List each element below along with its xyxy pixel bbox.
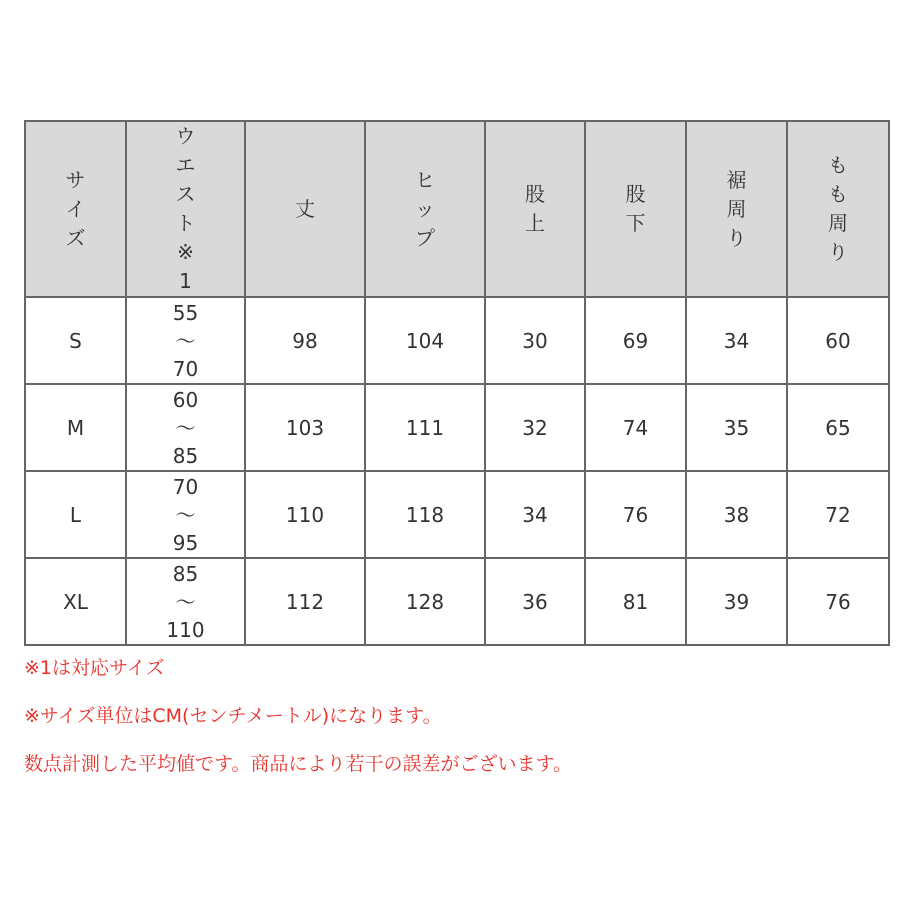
header-thigh-width: もも周り: [787, 121, 889, 297]
length-cell: 110: [245, 471, 365, 558]
note-unit: ※サイズ単位はCM(センチメートル)になります。: [24, 705, 442, 727]
table-row: [25, 471, 889, 558]
hem-width-cell: 35: [686, 384, 787, 471]
rise-cell: 30: [485, 297, 585, 384]
rise-cell: 34: [485, 471, 585, 558]
header-inseam: 股下: [585, 121, 686, 297]
header-rise: 股上: [485, 121, 585, 297]
waist-cell: 60 〜 85: [126, 384, 245, 471]
note-waist-footnote: ※1は対応サイズ: [24, 657, 165, 679]
inseam-cell: 69: [585, 297, 686, 384]
header-hem-width: 裾周り: [686, 121, 787, 297]
length-cell: 103: [245, 384, 365, 471]
length-cell: 98: [245, 297, 365, 384]
table-row: [25, 558, 889, 645]
length-cell: 112: [245, 558, 365, 645]
thigh-width-cell: 65: [787, 384, 889, 471]
rise-cell: 36: [485, 558, 585, 645]
header-length: 丈: [245, 121, 365, 297]
waist-cell: 85 〜 110: [126, 558, 245, 645]
hip-cell: 128: [365, 558, 485, 645]
waist-cell: 55 〜 70: [126, 297, 245, 384]
header-hip: ヒップ: [365, 121, 485, 297]
hem-width-cell: 38: [686, 471, 787, 558]
size-cell: L: [25, 471, 126, 558]
thigh-width-cell: 60: [787, 297, 889, 384]
thigh-width-cell: 72: [787, 471, 889, 558]
inseam-cell: 76: [585, 471, 686, 558]
inseam-cell: 81: [585, 558, 686, 645]
size-chart-table: [24, 120, 890, 646]
table-row: [25, 297, 889, 384]
hip-cell: 118: [365, 471, 485, 558]
size-cell: M: [25, 384, 126, 471]
header-size: サイズ: [25, 121, 126, 297]
notes: [24, 652, 572, 796]
header-row: [25, 121, 889, 297]
size-cell: XL: [25, 558, 126, 645]
note-measurement-disclaimer: 数点計測した平均値です。商品により若干の誤差がございます。: [24, 753, 572, 775]
size-cell: S: [25, 297, 126, 384]
hem-width-cell: 39: [686, 558, 787, 645]
rise-cell: 32: [485, 384, 585, 471]
table-row: [25, 384, 889, 471]
hem-width-cell: 34: [686, 297, 787, 384]
waist-cell: 70 〜 95: [126, 471, 245, 558]
hip-cell: 104: [365, 297, 485, 384]
thigh-width-cell: 76: [787, 558, 889, 645]
header-waist: ウエスト※1: [126, 121, 245, 297]
inseam-cell: 74: [585, 384, 686, 471]
hip-cell: 111: [365, 384, 485, 471]
